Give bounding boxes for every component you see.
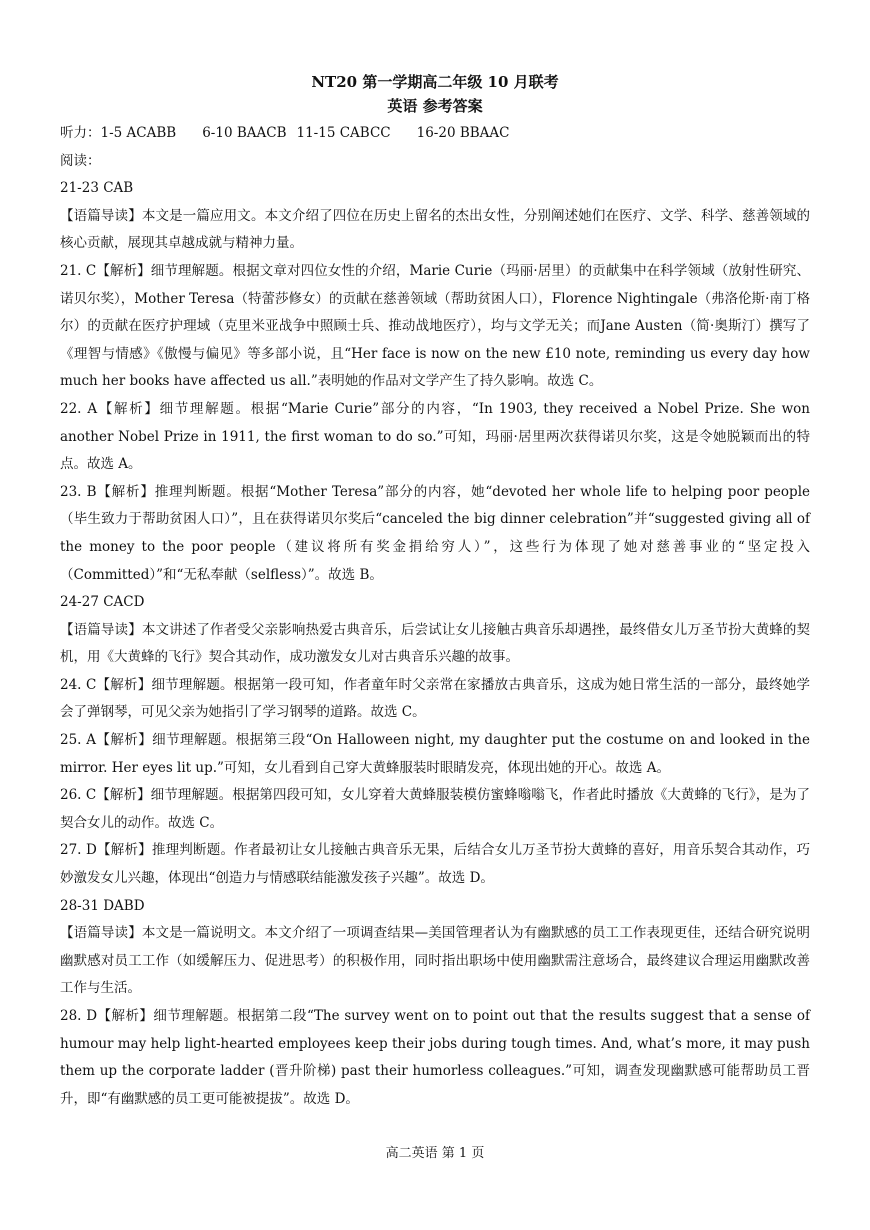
listening-group: 16-20 BBAAC (416, 125, 510, 141)
page-title: NT20 第一学期高二年级 10 月联考 (311, 73, 559, 91)
listening-label: 听力： (60, 125, 101, 141)
answer-explanation: 28. D【解析】细节理解题。根据第二段“The survey went on to point out that the results suggest that a sense of humour may help light-hearted employees keep their jobs during tough times. And, what’s more, it may push them up the corporate ladder (晋升阶梯) past their humorless colleagues.”可知，调查发现幽默感可能帮助员工晋升，即“有幽默感的员工更可能被提拔”。故选 D。 (60, 1008, 810, 1107)
section-guide: 【语篇导读】本文是一篇应用文。本文介绍了四位在历史上留名的杰出女性，分别阐述她们在医疗、文学、科学、慈善领域的核心贡献，展现其卓越成就与精神力量。 (60, 207, 810, 252)
page-subtitle: 英语 参考答案 (387, 97, 483, 115)
reading-label: 阅读： (60, 152, 101, 169)
section-range: 21-23 CAB (60, 180, 134, 197)
page-footer: 高二英语 第 1 页 (385, 1146, 485, 1161)
listening-group: 1-5 ACABB (100, 125, 177, 141)
answer-explanation: 22. A【解析】细节理解题。根据“Marie Curie”部分的内容，“In 1903, they received a Nobel Prize. She won another Nobel Prize in 1911, the first woman to do so.”可知，玛丽·居里两次获得诺贝尔奖，这是令她脱颖而出的特点。故选 A。 (60, 400, 810, 473)
answer-explanation: 24. C【解析】细节理解题。根据第一段可知，作者童年时父亲常在家播放古典音乐，这成为她日常生活的一部分，最终她学会了弹钢琴，可见父亲为她指引了学习钢琴的道路。故选 C。 (60, 676, 810, 721)
document-page (60, 70, 810, 1113)
answer-explanation: 26. C【解析】细节理解题。根据第四段可知，女儿穿着大黄蜂服装模仿蜜蜂嗡嗡飞，作者此时播放《大黄蜂的飞行》，是为了契合女儿的动作。故选 C。 (60, 787, 810, 831)
section-range: 28-31 DABD (60, 897, 145, 914)
section-guide: 【语篇导读】本文是一篇说明文。本文介绍了一项调查结果—美国管理者认为有幽默感的员工工作表现更佳，还结合研究说明幽默感对员工工作（如缓解压力、促进思考）的积极作用，同时指出职场中使用幽默需注意场合，最终建议合理运用幽默改善工作与生活。 (60, 925, 810, 997)
section-guide: 【语篇导读】本文讲述了作者受父亲影响热爱古典音乐，后尝试让女儿接触古典音乐却遇挫，最终借女儿万圣节扮大黄蜂的契机，用《大黄蜂的飞行》契合其动作，成功激发女儿对古典音乐兴趣的故事。 (60, 621, 810, 666)
answer-explanation: 25. A【解析】细节理解题。根据第三段“On Halloween night, my daughter put the costume on and looked in the mirror. Her eyes lit up.”可知，女儿看到自己穿大黄蜂服装时眼睛发亮，体现出她的开心。故选 A。 (60, 732, 810, 776)
listening-answers (60, 120, 810, 148)
listening-group: 11-15 CABCC (296, 125, 391, 141)
section-range: 24-27 CACD (60, 594, 145, 611)
answer-explanation: 27. D【解析】推理判断题。作者最初让女儿接触古典音乐无果，后结合女儿万圣节扮大黄蜂的喜好，用音乐契合其动作，巧妙激发女儿兴趣，体现出“创造力与情感联结能激发孩子兴趣”。故选 D。 (60, 842, 810, 887)
listening-group: 6-10 BAACB (202, 125, 287, 141)
answer-explanation: 23. B【解析】推理判断题。根据“Mother Teresa”部分的内容，她“devoted her whole life to helping poor people（毕生致力于帮助贫困人口）”，且在获得诺贝尔奖后“canceled the big dinner celebration”并“suggested giving all of the money to the poor people（建议将所有奖金捐给穷人）”，这些行为体现了她对慈善事业的“坚定投入（Committed）”和“无私奉献（selfless）”。故选 B。 (60, 483, 810, 583)
answer-explanation: 21. C【解析】细节理解题。根据文章对四位女性的介绍，Marie Curie（玛丽·居里）的贡献集中在科学领域（放射性研究、诺贝尔奖），Mother Teresa（特蕾莎修女）的贡献在慈善领域（帮助贫困人口），Florence Nightingale（弗洛伦斯·南丁格尔）的贡献在医疗护理域（克里米亚战争中照顾士兵、推动战地医疗），均与文学无关；而Jane Austen（简·奥斯汀）撰写了《理智与情感》《傲慢与偏见》等多部小说，且“Her face is now on the new £10 note, reminding us every day how much her books have affected us all.”表明她的作品对文学产生了持久影响。故选 C。 (60, 262, 810, 390)
